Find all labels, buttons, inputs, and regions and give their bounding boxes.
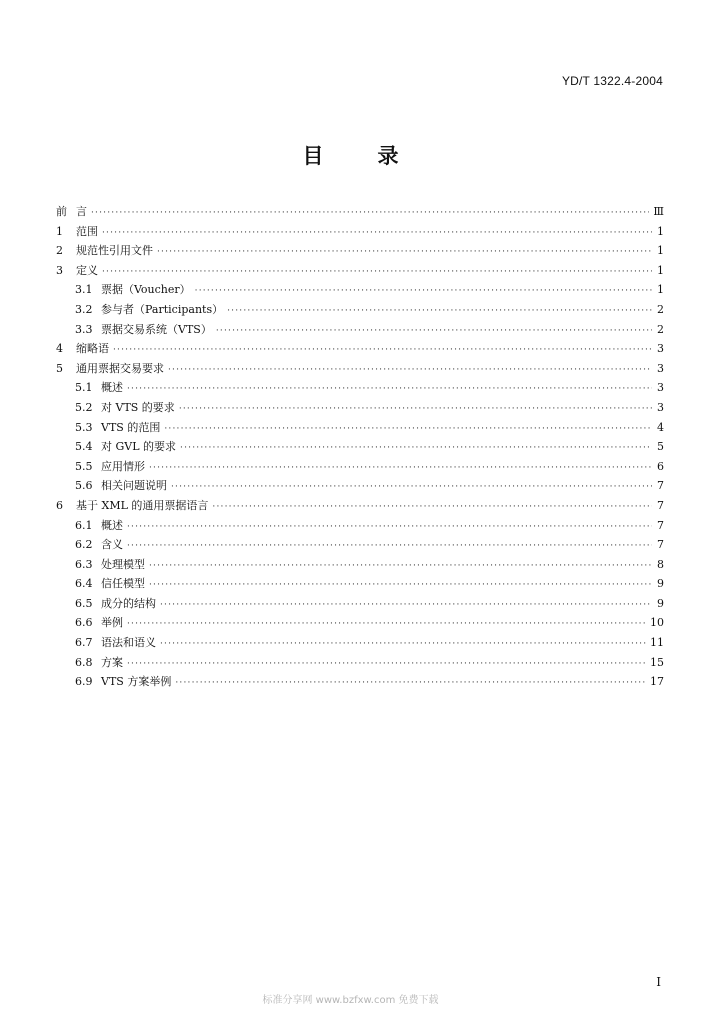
toc-entry[interactable] xyxy=(56,672,664,692)
toc-dot-leader xyxy=(127,518,652,538)
toc-entry-number: 3.3 xyxy=(75,322,93,336)
toc-entry-page: 11 xyxy=(650,636,664,650)
toc-entry-page: 2 xyxy=(657,322,664,336)
toc-entry-page: 1 xyxy=(657,244,664,258)
toc-dot-leader xyxy=(195,282,652,302)
toc-entry-title: 含义 xyxy=(101,538,123,552)
toc-entry[interactable] xyxy=(56,280,664,300)
toc-entry-page: 1 xyxy=(657,283,664,297)
toc-dot-leader xyxy=(102,224,652,244)
toc-entry-number: 5.4 xyxy=(75,440,93,454)
toc-entry-number: 6.3 xyxy=(75,557,93,571)
toc-entry-page: 17 xyxy=(650,675,664,689)
toc-entry-number: 4 xyxy=(56,342,63,356)
title-char-1: 目 xyxy=(302,144,324,168)
toc-entry-page: 7 xyxy=(657,538,664,552)
toc-dot-leader xyxy=(127,380,652,400)
toc-entry[interactable] xyxy=(56,359,664,379)
toc-entry-number: 前 xyxy=(56,205,67,218)
toc-entry-number: 5 xyxy=(56,361,63,375)
toc-dot-leader xyxy=(149,576,652,596)
toc-entry[interactable] xyxy=(56,300,664,320)
toc-entry-title: 缩略语 xyxy=(76,342,109,356)
toc-entry-page: 5 xyxy=(657,440,664,454)
toc-entry-number: 3.1 xyxy=(75,283,93,297)
toc-entry[interactable] xyxy=(56,476,664,496)
toc-dot-leader xyxy=(160,596,652,616)
toc-entry-title: 语法和语义 xyxy=(101,636,156,650)
standard-code: YD/T 1322.4-2004 xyxy=(561,74,663,88)
toc-entry-number: 6.5 xyxy=(75,596,93,610)
toc-entry-page: Ⅲ xyxy=(653,205,664,218)
toc-entry-title: 票据交易系统（VTS） xyxy=(101,322,212,336)
toc-dot-leader xyxy=(179,400,652,420)
toc-dot-leader xyxy=(212,498,652,518)
toc-entry-title: 概述 xyxy=(101,518,123,532)
toc-entry-title: 范围 xyxy=(76,224,98,238)
toc-entry-number: 6.7 xyxy=(75,636,93,650)
toc-entry-title: 信任模型 xyxy=(101,577,145,591)
toc-dot-leader xyxy=(175,674,646,694)
toc-dot-leader xyxy=(127,615,646,635)
toc-entry-number: 2 xyxy=(56,244,63,258)
toc-entry-number: 6.8 xyxy=(75,655,93,669)
toc-entry-title: VTS 的范围 xyxy=(101,420,161,434)
toc-dot-leader xyxy=(157,243,652,263)
toc-entry-title: 处理模型 xyxy=(101,557,145,571)
toc-entry[interactable] xyxy=(56,378,664,398)
toc-entry-title: 举例 xyxy=(101,616,123,630)
toc-entry[interactable] xyxy=(56,261,664,281)
toc-entry-number: 6.2 xyxy=(75,538,93,552)
toc-dot-leader xyxy=(168,361,652,381)
toc-entry[interactable] xyxy=(56,457,664,477)
toc-entry[interactable] xyxy=(56,653,664,673)
toc-entry-page: 3 xyxy=(657,342,664,356)
toc-entry-title: 基于 XML 的通用票据语言 xyxy=(76,498,209,512)
title-char-2: 录 xyxy=(377,144,399,168)
toc-entry-page: 10 xyxy=(650,616,664,630)
toc-entry[interactable] xyxy=(56,555,664,575)
toc-dot-leader xyxy=(149,557,652,577)
toc-entry-number: 6.4 xyxy=(75,577,93,591)
toc-entry-page: 7 xyxy=(657,518,664,532)
toc-entry-number: 5.2 xyxy=(75,400,93,414)
toc-entry[interactable] xyxy=(56,202,664,222)
toc-entry-page: 7 xyxy=(657,479,664,493)
toc-entry-page: 9 xyxy=(657,577,664,591)
page-number: I xyxy=(656,975,661,989)
toc-entry[interactable] xyxy=(56,339,664,359)
toc-entry-number: 5.1 xyxy=(75,381,93,395)
toc-entry-title: VTS 方案举例 xyxy=(101,675,172,689)
toc-dot-leader xyxy=(160,635,646,655)
toc-entry-title: 票据（Voucher） xyxy=(101,283,191,297)
toc-entry-number: 6.1 xyxy=(75,518,93,532)
toc-entry-page: 15 xyxy=(650,655,664,669)
toc-dot-leader xyxy=(164,420,652,440)
toc-entry[interactable] xyxy=(56,320,664,340)
toc-entry[interactable] xyxy=(56,222,664,242)
toc-entry-number: 5.6 xyxy=(75,479,93,493)
toc-entry[interactable] xyxy=(56,418,664,438)
toc-entry-number: 3.2 xyxy=(75,302,93,316)
toc-entry-page: 3 xyxy=(657,361,664,375)
toc-dot-leader xyxy=(227,302,652,322)
toc-entry[interactable] xyxy=(56,574,664,594)
toc-entry-page: 7 xyxy=(657,498,664,512)
toc-entry-number: 5.3 xyxy=(75,420,93,434)
watermark: 标准分享网 www.bzfxw.com 免费下载 xyxy=(262,995,439,1006)
toc-entry-title: 参与者（Participants） xyxy=(101,302,224,316)
toc-dot-leader xyxy=(91,204,649,224)
toc-entry-number: 6.6 xyxy=(75,616,93,630)
toc-entry-title: 言 xyxy=(76,205,87,218)
toc-entry-number: 3 xyxy=(56,263,63,277)
toc-entry-page: 1 xyxy=(657,263,664,277)
toc-entry-title: 对 VTS 的要求 xyxy=(101,400,175,414)
toc-entry-number: 6.9 xyxy=(75,675,93,689)
toc-entry-title: 规范性引用文件 xyxy=(76,244,153,258)
table-of-contents xyxy=(56,202,664,692)
toc-entry[interactable] xyxy=(56,594,664,614)
toc-entry-page: 6 xyxy=(657,459,664,473)
toc-entry[interactable] xyxy=(56,613,664,633)
toc-entry-title: 概述 xyxy=(101,381,123,395)
toc-entry-title: 方案 xyxy=(101,655,123,669)
toc-entry[interactable] xyxy=(56,437,664,457)
toc-entry-page: 4 xyxy=(657,420,664,434)
toc-entry-page: 1 xyxy=(657,224,664,238)
toc-entry-title: 相关问题说明 xyxy=(101,479,167,493)
toc-entry-page: 2 xyxy=(657,302,664,316)
toc-entry-title: 应用情形 xyxy=(101,459,145,473)
toc-entry[interactable] xyxy=(56,633,664,653)
toc-entry-title: 定义 xyxy=(76,263,98,277)
toc-dot-leader xyxy=(127,537,652,557)
toc-entry[interactable] xyxy=(56,241,664,261)
toc-entry-page: 8 xyxy=(657,557,664,571)
toc-entry-title: 成分的结构 xyxy=(101,596,156,610)
toc-entry[interactable] xyxy=(56,535,664,555)
toc-entry[interactable] xyxy=(56,398,664,418)
page-title xyxy=(0,140,701,170)
toc-entry-number: 1 xyxy=(56,224,63,238)
toc-entry-number: 6 xyxy=(56,498,63,512)
toc-entry[interactable] xyxy=(56,496,664,516)
toc-dot-leader xyxy=(216,322,652,342)
toc-dot-leader xyxy=(171,478,652,498)
toc-dot-leader xyxy=(180,439,652,459)
toc-entry[interactable] xyxy=(56,516,664,536)
toc-dot-leader xyxy=(113,341,652,361)
toc-dot-leader xyxy=(149,459,652,479)
toc-entry-page: 3 xyxy=(657,400,664,414)
toc-entry-number: 5.5 xyxy=(75,459,93,473)
toc-entry-page: 3 xyxy=(657,381,664,395)
toc-dot-leader xyxy=(127,655,646,675)
toc-entry-title: 通用票据交易要求 xyxy=(76,361,164,375)
toc-entry-title: 对 GVL 的要求 xyxy=(101,440,177,454)
toc-entry-page: 9 xyxy=(657,596,664,610)
